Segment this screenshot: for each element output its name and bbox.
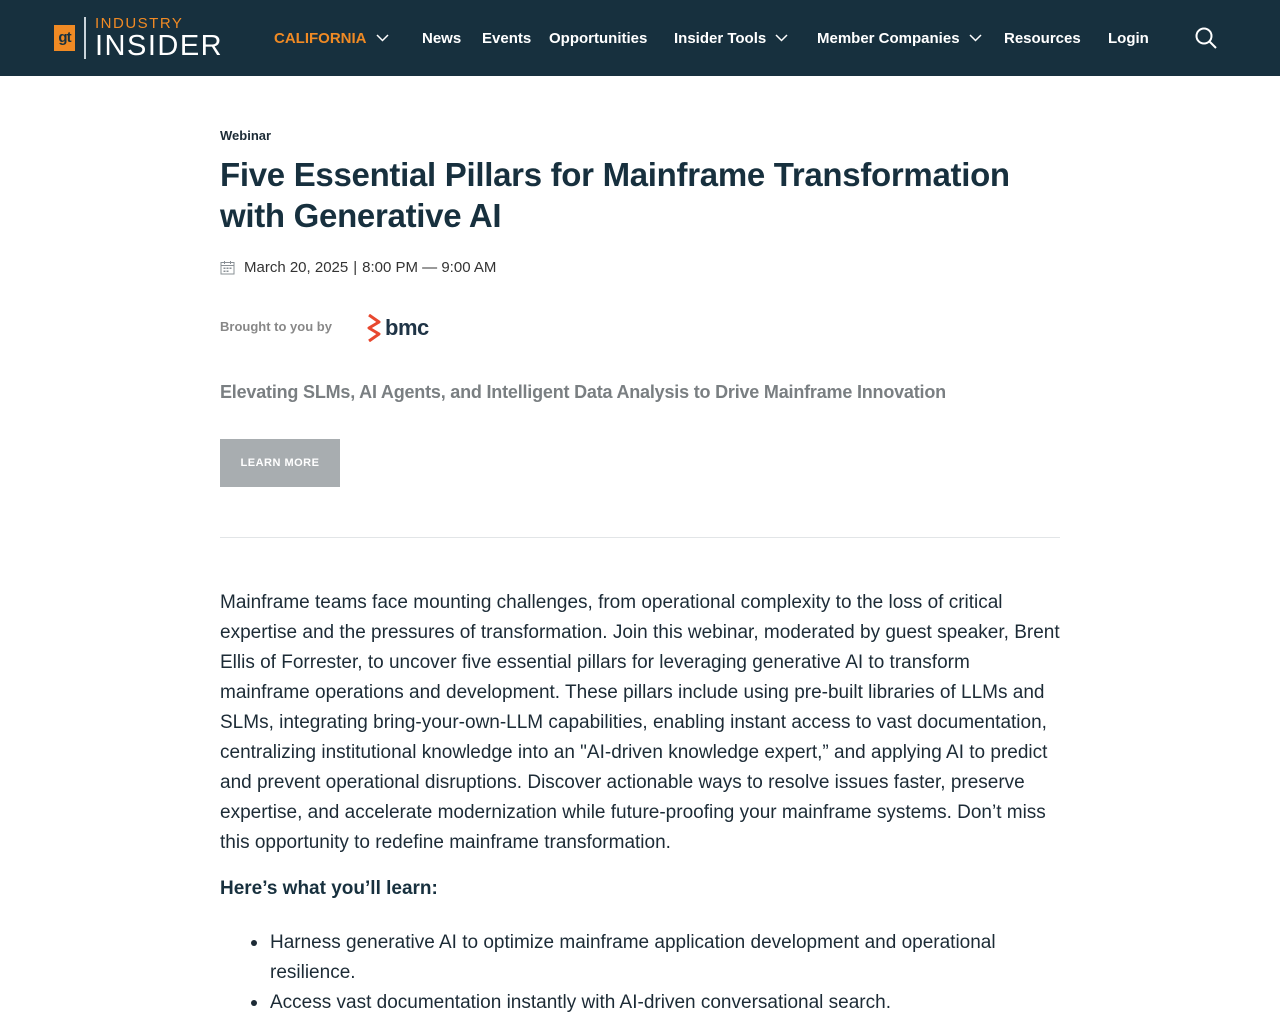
logo-mark: gt [54,25,75,51]
learn-more-button[interactable]: LEARN MORE [220,439,340,487]
event-time: 8:00 PM — 9:00 AM [362,258,497,276]
article-subtitle: Elevating SLMs, AI Agents, and Intelligent Data Analysis to Drive Mainframe Innovation [220,382,946,402]
nav-events[interactable]: Events [482,29,532,47]
nav-member-companies-label: Member Companies [817,29,960,47]
nav-insider-tools-label: Insider Tools [674,29,767,47]
logo-divider [84,17,86,59]
date-separator: | [353,258,358,276]
learn-heading: Here’s what you’ll learn: [220,878,438,899]
calendar-icon [220,260,235,275]
sponsor-logo[interactable] [366,314,429,342]
chevron-down-icon [376,34,389,42]
sponsor-label: Brought to you by [220,319,332,334]
nav-resources[interactable]: Resources [1004,29,1081,47]
article-category: Webinar [220,128,272,143]
nav-login[interactable]: Login [1108,29,1149,47]
site-header [0,0,1280,76]
bmc-logo-icon [366,314,382,342]
section-divider [220,537,1060,538]
logo-wordmark [95,16,223,61]
chevron-down-icon [969,34,982,42]
search-icon[interactable] [1194,26,1218,50]
nav-region-label: CALIFORNIA [274,29,367,47]
nav-insider-tools-dropdown[interactable] [674,28,788,48]
nav-member-companies-dropdown[interactable] [817,28,982,48]
article-body: Mainframe teams face mounting challenges, from operational complexity to the loss of critical expertise and the pressures of transformation. Join this webinar, moderated by guest speaker, Brent Ellis of Forrester, to uncover five essential pillars for leveraging generative AI to transform mainframe operations and development. These pillars include using pre-built libraries of LLMs and SLMs, integrating bring-your-own-LLM capabilities, enabling instant access to vast documentation, centralizing institutional knowledge into an "AI-driven knowledge expert,” and applying AI to predict and prevent operational disruptions. Discover actionable ways to resolve issues faster, preserve expertise, and accelerate modernization while future-proofing your mainframe systems. Don’t miss this opportunity to redefine mainframe transformation. [220,592,1060,853]
nav-region-dropdown[interactable] [274,28,389,48]
event-date-row [220,257,496,277]
page-title: Five Essential Pillars for Mainframe Transformation with Generative AI [220,156,1010,234]
nav-opportunities[interactable]: Opportunities [549,29,648,47]
sponsor-name: bmc [385,315,429,340]
nav-news[interactable]: News [422,29,462,47]
list-item: Access vast documentation instantly with AI-driven conversational search. [270,988,1060,1018]
logo-top-text: INDUSTRY [95,14,184,32]
list-item: Harness generative AI to optimize mainframe application development and operational resilience. [270,928,1060,988]
site-logo[interactable] [54,14,224,62]
event-date: March 20, 2025 [244,258,349,276]
logo-bottom-text: INSIDER [95,29,224,62]
chevron-down-icon [775,34,788,42]
learn-list [270,928,1060,1018]
